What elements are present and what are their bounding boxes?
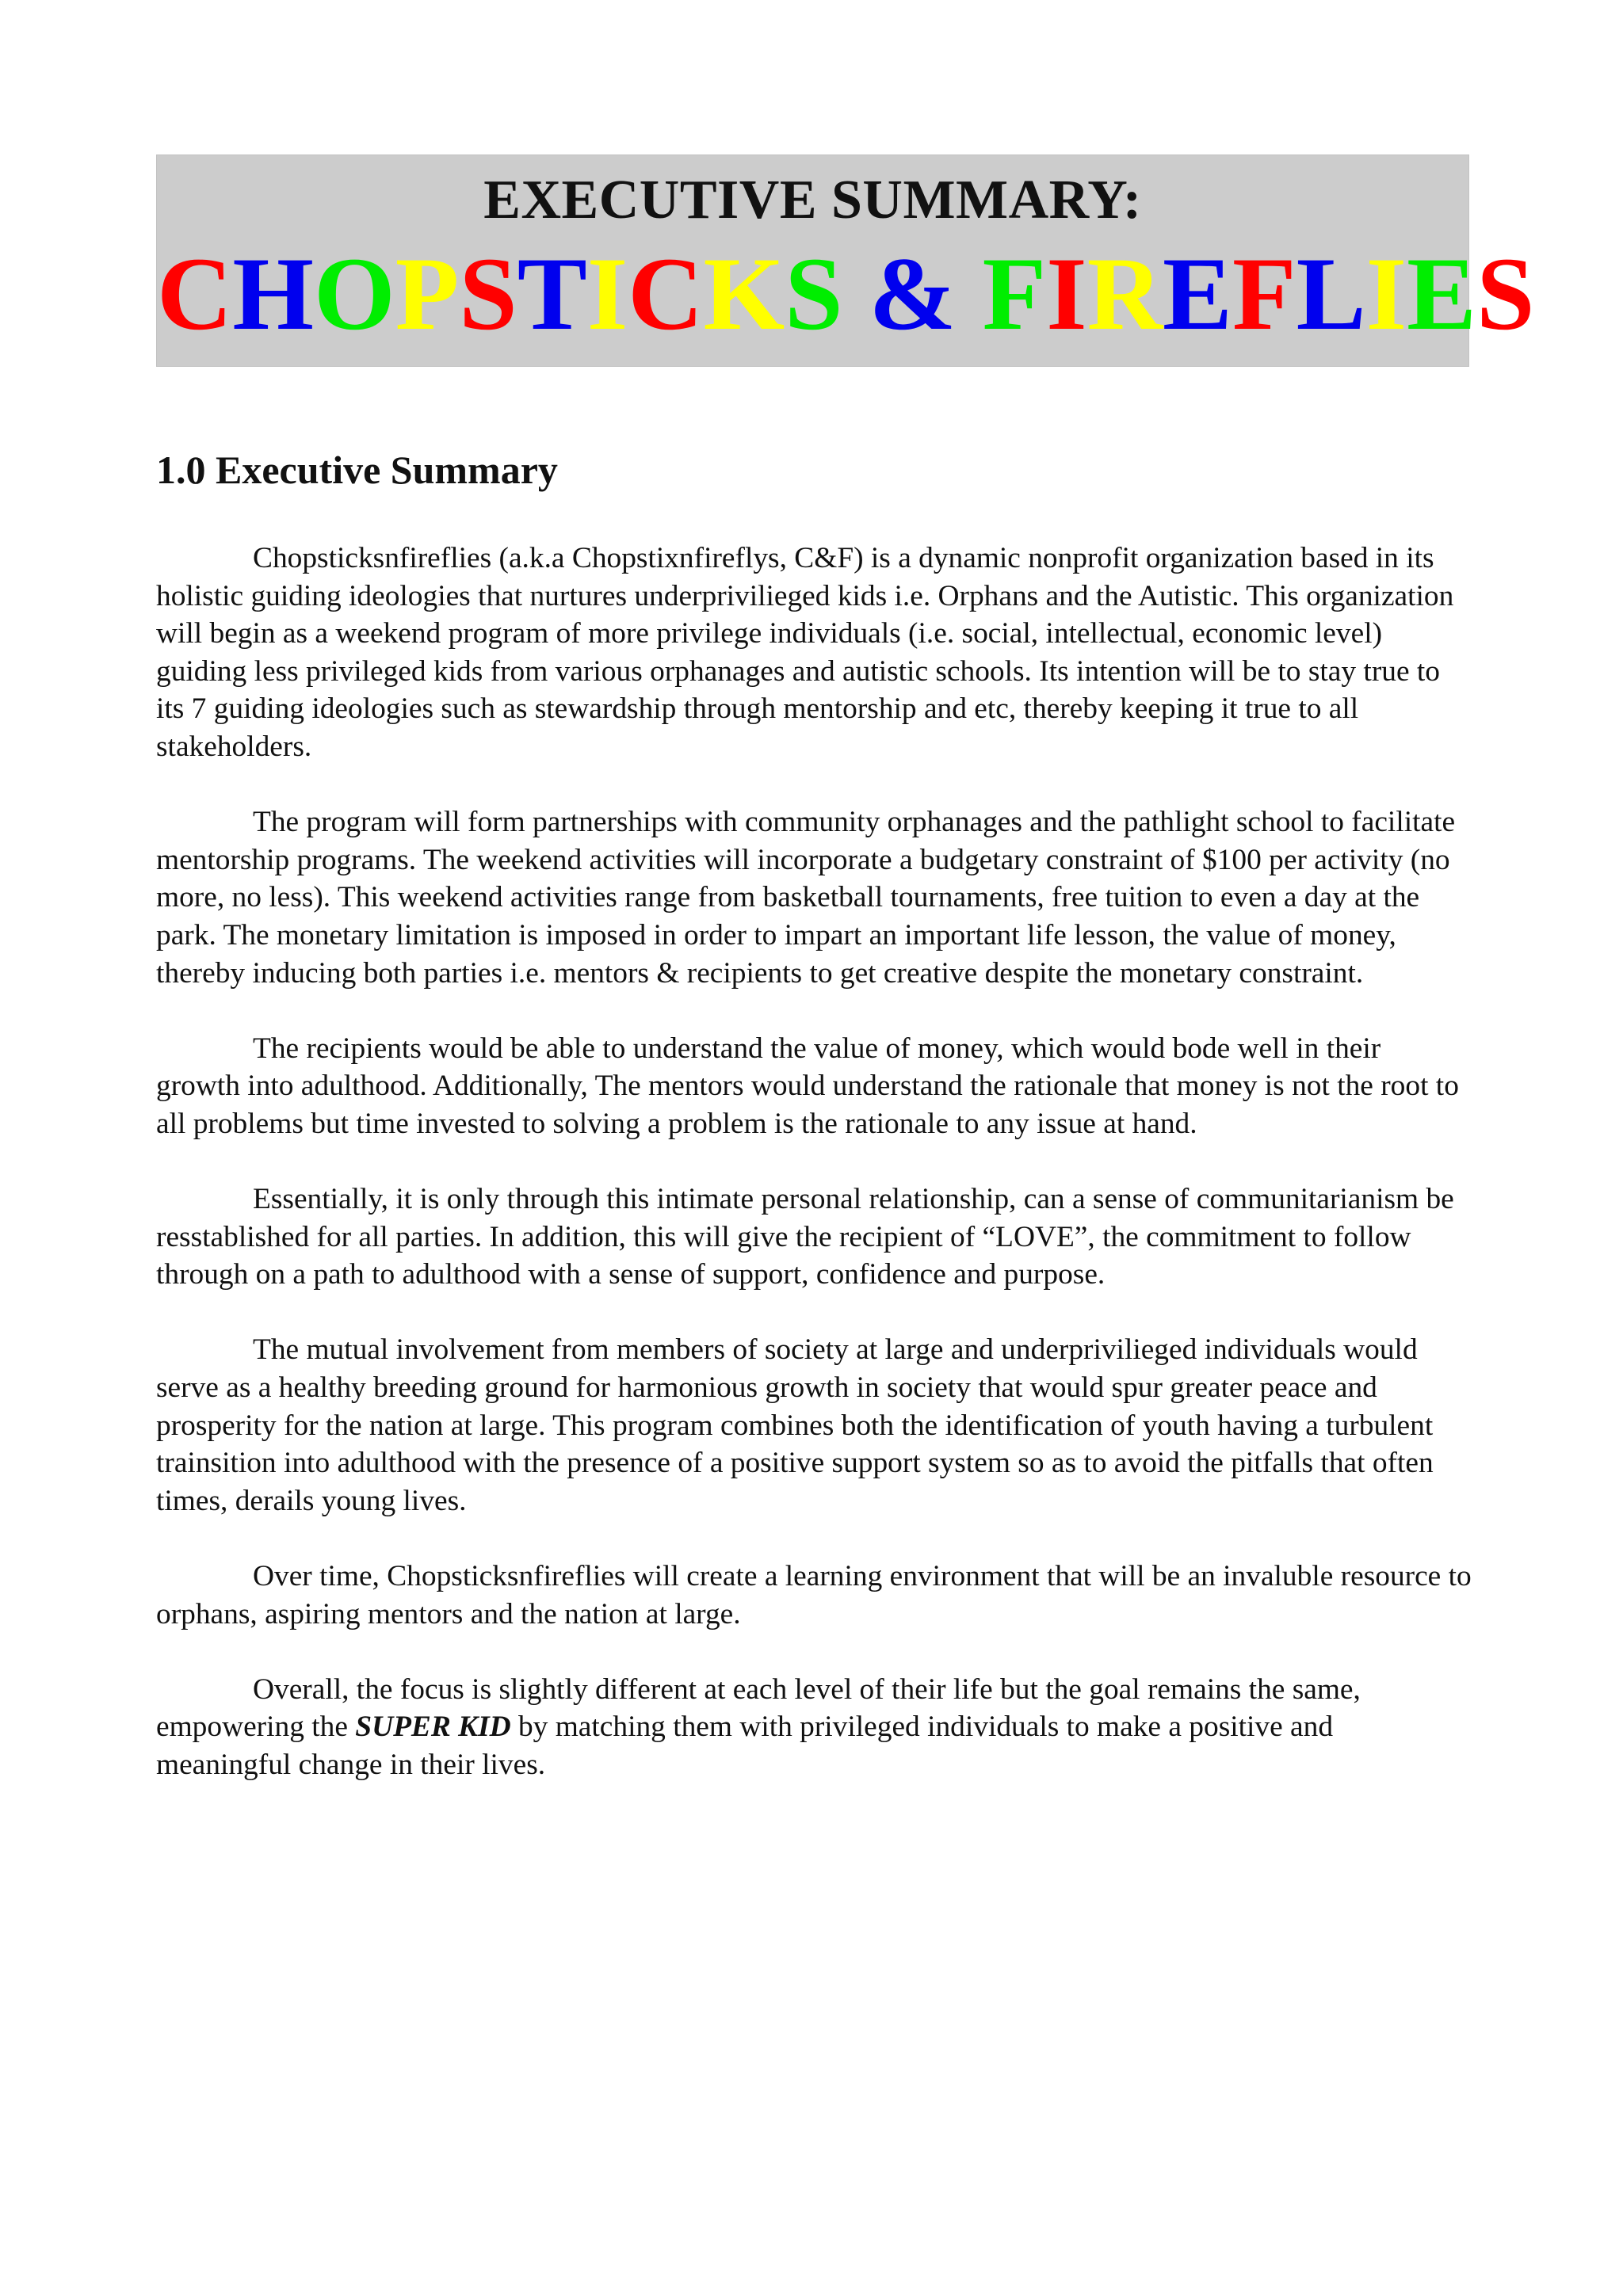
title-letter: E	[1162, 235, 1232, 352]
title-line-organization-name	[157, 235, 1535, 353]
paragraph-6: Over time, Chopsticksnfireflies will create a learning environment that will be an invaluble resource to orphans, aspiring mentors and the nation at large.	[156, 1560, 1472, 1630]
section-heading: 1.0 Executive Summary	[156, 448, 558, 492]
paragraph-7-before: Overall, the focus is slightly different at each level of their life but the goal remains the same, empowering the	[156, 1672, 1361, 1744]
paragraph-2: The program will form partnerships with community orphanages and the pathlight school to facilitate mentorship programs. The weekend activities will incorporate a budgetary constraint of $100 per activity (no more, no less). This weekend activities range from basketball tournaments, free tuition to even a day at the park. The monetary limitation is imposed in order to impart an important life lesson, the value of money, thereby inducing both parties i.e. mentors & recipients to get creative despite the monetary constraint.	[156, 806, 1456, 990]
title-letter: T	[517, 235, 587, 352]
title-letter	[843, 235, 869, 352]
title-letter: O	[314, 235, 395, 352]
title-banner	[156, 154, 1535, 367]
title-letter: S	[459, 235, 517, 352]
paragraph-5: The mutual involvement from members of society at large and underprivilieged individuals would serve as a healthy breeding ground for harmonious growth in society that would spur greater peace and prosperity for the nation at large. This program combines both the identification of youth having a turbulent trainsition into adulthood with the presence of a positive support system so as to avoid the pitfalls that often times, derails young lives.	[156, 1333, 1434, 1517]
title-letter: S	[1476, 235, 1535, 352]
paragraph-3: The recipients would be able to understand the value of money, which would bode well in their growth into adulthood. Additionally, The mentors would understand the rationale that money is not the root to all problems but time invested to solving a problem is the rationale to any issue at hand.	[156, 1032, 1459, 1140]
title-letter: R	[1086, 235, 1163, 352]
paragraph-7	[156, 1671, 1472, 1784]
title-letter: I	[1365, 235, 1407, 352]
title-letter: I	[586, 235, 628, 352]
title-letter: K	[703, 235, 785, 352]
title-letter: C	[157, 235, 233, 352]
title-letter: L	[1296, 235, 1366, 352]
title-letter: P	[395, 235, 460, 352]
title-letter: &	[869, 235, 957, 352]
title-letter: S	[785, 235, 843, 352]
body-text	[156, 540, 1472, 1821]
paragraph-1: Chopsticksnfireflies (a.k.a Chopstixnfireflys, C&F) is a dynamic nonprofit organization based in its holistic guiding ideologies that nurtures underprivilieged kids i.e. Orphans and the Autistic. This organization will begin as a weekend program of more privilege individuals (i.e. social, intellectual, economic level) guiding less privileged kids from various orphanages and autistic schools. Its intention will be to stay true to its 7 guiding ideologies such as stewardship through mentorship and etc, thereby keeping it true to all stakeholders.	[156, 542, 1454, 763]
title-letter: F	[1232, 235, 1296, 352]
title-letter: C	[628, 235, 704, 352]
title-letter: E	[1407, 235, 1477, 352]
title-letter	[957, 235, 983, 352]
title-letter: F	[982, 235, 1047, 352]
title-line-executive-summary: EXECUTIVE SUMMARY:	[483, 170, 1142, 231]
title-letter: H	[232, 235, 315, 352]
title-letter: I	[1046, 235, 1087, 352]
paragraph-4: Essentially, it is only through this intimate personal relationship, can a sense of communitarianism be resstablished for all parties. In addition, this will give the recipient of “LOVE”, the commitment to follow through on a path to adulthood with a sense of support, confidence and purpose.	[156, 1183, 1454, 1291]
super-kid-emphasis: SUPER KID	[355, 1711, 511, 1744]
paragraph-7-after: by matching them with privileged individuals to make a positive and meaningful change in their lives.	[156, 1711, 1334, 1781]
